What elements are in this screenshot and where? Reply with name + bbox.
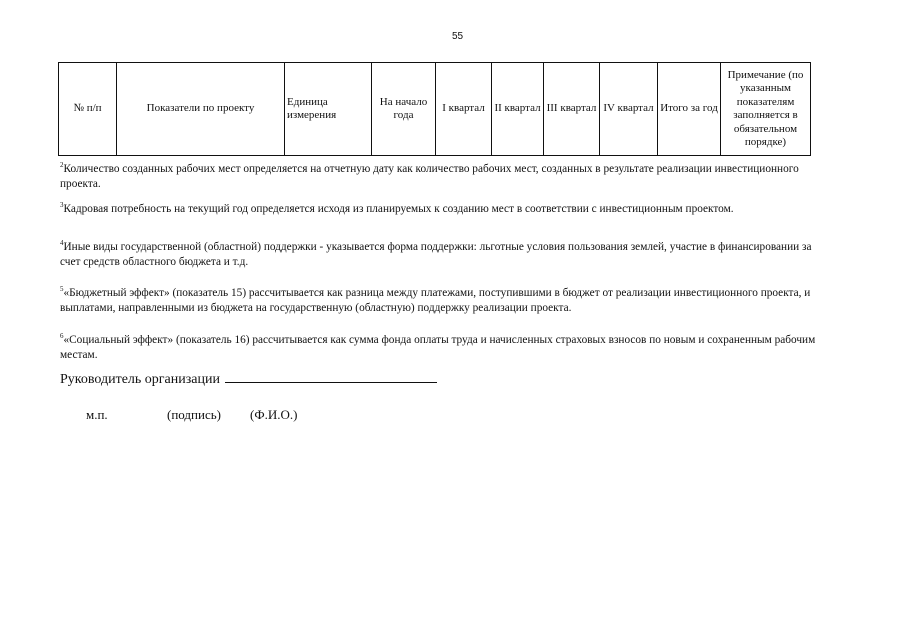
column-header-note: Примечание (по указанным показателям заполняется в обязательном порядке) (721, 63, 811, 156)
footnote-mark: 6 (60, 332, 64, 340)
column-header-number: № п/п (59, 63, 117, 156)
column-header-q1: I квартал (436, 63, 492, 156)
column-header-indicators: Показатели по проекту (117, 63, 285, 156)
footnote-text: Количество созданных рабочих мест определяется на отчетную дату как количество рабочих мест, созданных в результате реализации инвестиционного проекта. (60, 163, 799, 190)
full-name-caption: (Ф.И.О.) (250, 407, 298, 422)
column-header-q3: III квартал (544, 63, 600, 156)
stamp-placeholder: м.п. (86, 407, 108, 422)
page-number: 55 (451, 31, 464, 42)
footnote-text: «Бюджетный эффект» (показатель 15) рассчитывается как разница между платежами, поступившими в бюджет от реализации инвестиционного проекта, и выплатами, направленными из бюджета на государственную (областную) поддержку реализации проекта. (60, 287, 811, 314)
table-header-row (59, 63, 811, 156)
footnote-mark: 3 (60, 201, 64, 209)
signature-caption: (подпись) (167, 407, 221, 422)
column-header-q2: II квартал (492, 63, 544, 156)
footnote-6 (60, 333, 820, 363)
footnote-text: «Социальный эффект» (показатель 16) рассчитывается как сумма фонда оплаты труда и начисленных страховых взносов по новым и сохраненным рабочим местам. (60, 334, 816, 361)
column-header-year-total: Итого за год (658, 63, 721, 156)
footnote-mark: 4 (60, 239, 64, 247)
footnote-mark: 5 (60, 285, 64, 293)
column-header-start-of-year: На начало года (372, 63, 436, 156)
signature-label: Руководитель организации (60, 372, 220, 387)
footnote-3 (60, 202, 820, 217)
footnote-4 (60, 240, 820, 270)
footnote-2 (60, 162, 820, 192)
footnote-mark: 2 (60, 161, 64, 169)
footnote-text: Кадровая потребность на текущий год определяется исходя из планируемых к созданию мест в соответствии с инвестиционным проектом. (63, 203, 734, 215)
signature-block (60, 368, 437, 388)
column-header-q4: IV квартал (600, 63, 658, 156)
column-header-unit: Единица измерения (285, 63, 372, 156)
footnote-5 (60, 286, 820, 316)
signature-line (225, 368, 437, 383)
footnote-text: Иные виды государственной (областной) поддержки - указывается форма поддержки: льготные условия пользования землей, участие в финансировании за счет средств областного бюджета и т.д. (60, 241, 812, 268)
indicators-table (58, 62, 811, 156)
